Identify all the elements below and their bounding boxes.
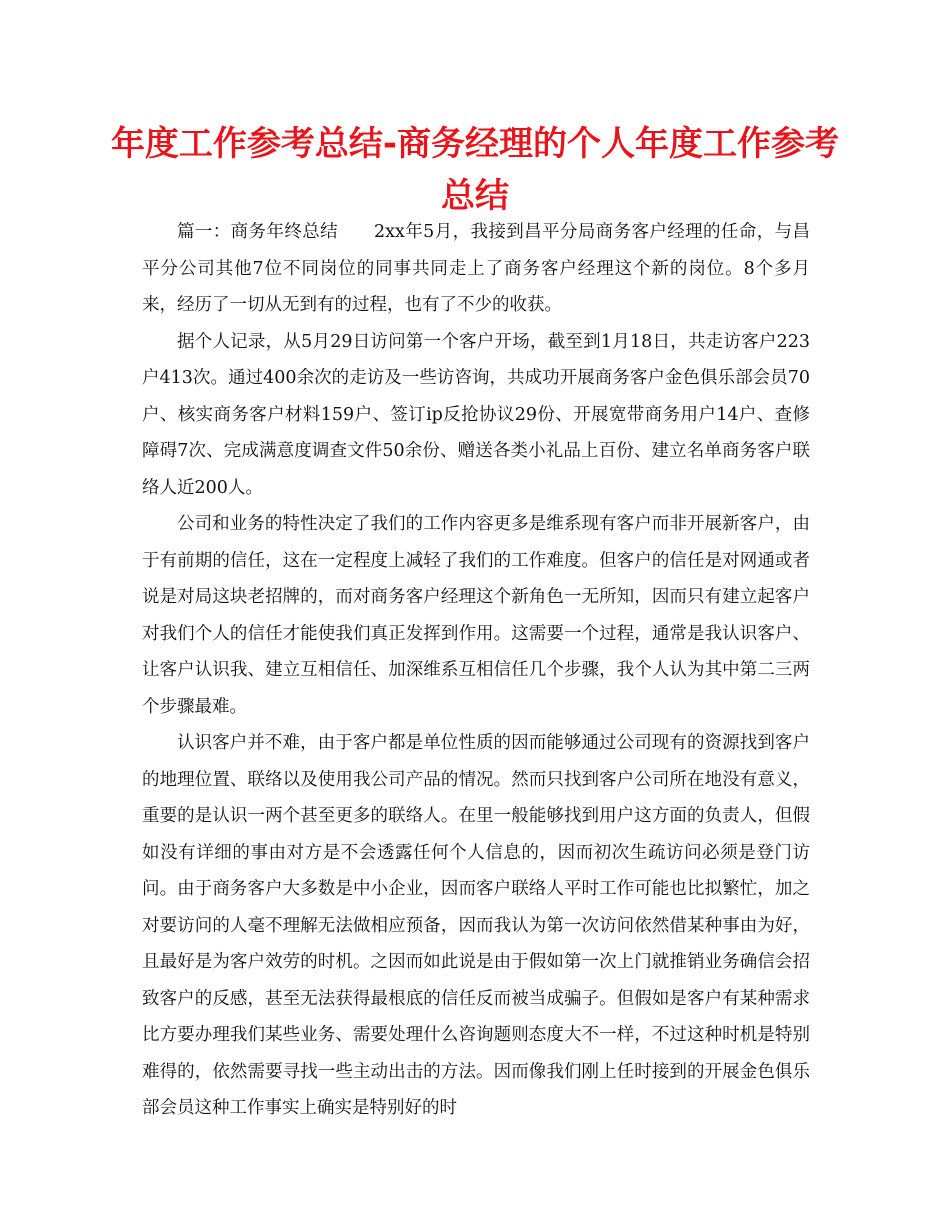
document-title: 年度工作参考总结-商务经理的个人年度工作参考总结 (110, 124, 840, 216)
paragraph-1 (142, 214, 810, 324)
document-body (142, 214, 810, 1127)
paragraph-4: 认识客户并不难，由于客户都是单位性质的因而能够通过公司现有的资源找到客户的地理位置、联络以及使用我公司产品的情况。然而只找到客户公司所在地没有意义，重要的是认识一两个甚至更多的联络人。在里一般能够找到用户这方面的负责人，但假如没有详细的事由对方是不会透露任何个人信息的，因而初次生疏访问必须是登门访问。由于商务客户大多数是中小企业，因而客户联络人平时工作可能也比拟繁忙，加之对要访问的人毫不理解无法做相应预备，因而我认为第一次访问依然借某种事由为好，且最好是为客户效劳的时机。之因而如此说是由于假如第一次上门就推销业务确信会招致客户的反感，甚至无法获得最根底的信任反而被当成骗子。但假如是客户有某种需求比方要办理我们某些业务、需要处理什么咨询题则态度大不一样，不过这种时机是特别难得的，依然需要寻找一些主动出击的方法。因而像我们刚上任时接到的开展金色俱乐部会员这种工作事实上确实是特别好的时 (142, 733, 810, 1118)
paragraph-1-text: 2xx年5月，我接到昌平分局商务客户经理的任命，与昌平分公司其他7位不同岗位的同事共同走上了商务客户经理这个新的岗位。8个多月来，经历了一切从无到有的过程，也有了不少的收获。 (142, 222, 810, 315)
paragraph-2: 据个人记录，从5月29日访问第一个客户开场，截至到1月18日，共走访客户223户413次。通过400余次的走访及一些访咨询，共成功开展商务客户金色俱乐部会员70户、核实商务客户材料159户、签订ip反抢协议29份、开展宽带商务用户14户、查修障碍7次、完成满意度调查文件50余份、赠送各类小礼品上百份、建立名单商务客户联络人近200人。 (142, 331, 810, 498)
paragraph-3: 公司和业务的特性决定了我们的工作内容更多是维系现有客户而非开展新客户，由于有前期的信任，这在一定程度上减轻了我们的工作难度。但客户的信任是对网通或者说是对局这块老招牌的，而对商务客户经理这个新角色一无所知，因而只有建立起客户对我们个人的信任才能使我们真正发挥到作用。这需要一个过程，通常是我认识客户、让客户认识我、建立互相信任、加深维系互相信任几个步骤，我个人认为其中第二三两个步骤最难。 (142, 514, 810, 717)
section-label: 篇一：商务年终总结 (177, 222, 339, 242)
